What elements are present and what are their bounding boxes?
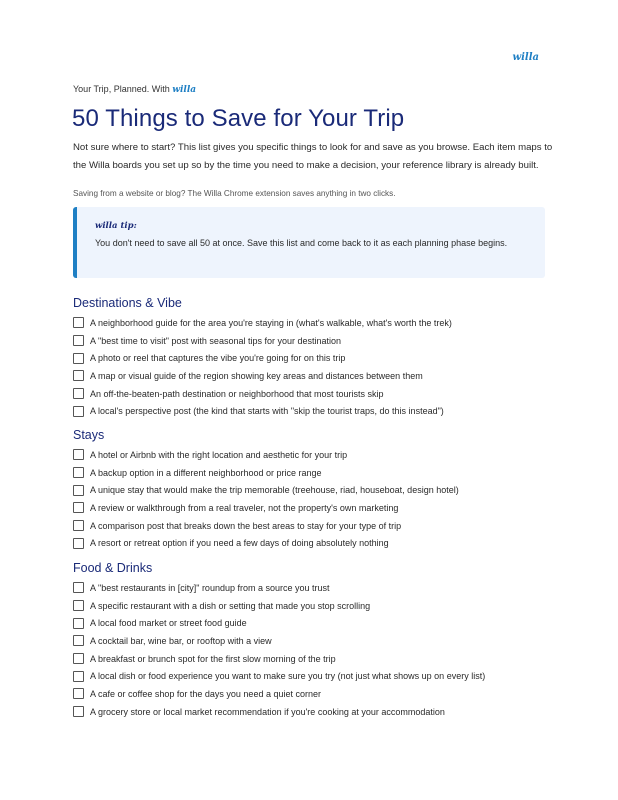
tip-text: You don't need to save all 50 at once. Save this list and come back to it as each planning phase begins. — [95, 238, 508, 248]
checklist-item[interactable] — [73, 597, 553, 615]
item-label: A "best restaurants in [city]" roundup from a source you trust — [90, 582, 330, 593]
tagline-brand: willa — [172, 85, 197, 95]
checkbox[interactable] — [73, 635, 84, 646]
checklist-item[interactable] — [73, 385, 553, 403]
item-label: A specific restaurant with a dish or setting that made you stop scrolling — [90, 600, 371, 611]
checklist-item[interactable] — [73, 517, 553, 535]
checkbox[interactable] — [73, 485, 84, 496]
section-destinations-vibe — [73, 295, 553, 420]
item-label: A map or visual guide of the region showing key areas and distances between them — [90, 370, 423, 381]
checklist-item[interactable] — [73, 632, 553, 650]
section-heading: Destinations & Vibe — [73, 296, 182, 310]
checkbox[interactable] — [73, 618, 84, 629]
checklist-item[interactable] — [73, 685, 553, 703]
checkbox[interactable] — [73, 370, 84, 381]
checklist-item[interactable] — [73, 534, 553, 552]
checkbox[interactable] — [73, 467, 84, 478]
checklist-item[interactable] — [73, 349, 553, 367]
section-food-drinks — [73, 560, 553, 721]
checklist-item[interactable] — [73, 446, 553, 464]
item-label: A cocktail bar, wine bar, or rooftop with a view — [90, 635, 272, 646]
item-label: A backup option in a different neighborhood or price range — [90, 467, 322, 478]
item-label: A local dish or food experience you want to make sure you try (not just what shows up on every list) — [90, 671, 486, 682]
item-label: A local food market or street food guide — [90, 618, 247, 629]
item-label: An off-the-beaten-path destination or neighborhood that most tourists skip — [90, 388, 384, 399]
brand-logo: willa — [512, 52, 539, 63]
checkbox[interactable] — [73, 388, 84, 399]
section-heading: Stays — [73, 428, 105, 442]
checklist-item[interactable] — [73, 614, 553, 632]
tagline — [73, 84, 196, 95]
checkbox[interactable] — [73, 317, 84, 328]
checklist-item[interactable] — [73, 332, 553, 350]
checklist-item[interactable] — [73, 402, 553, 420]
page-title: 50 Things to Save for Your Trip — [72, 105, 405, 132]
section-heading: Food & Drinks — [73, 561, 153, 575]
section-stays — [73, 427, 553, 552]
checklist-item[interactable] — [73, 579, 553, 597]
intro-paragraph: Not sure where to start? This list gives you specific things to look for and save as you browse. Each item maps to the Willa boards you set up so by the time you need to make a decision, your reference library is already built. — [73, 142, 553, 171]
checklist-item[interactable] — [73, 499, 553, 517]
checkbox[interactable] — [73, 653, 84, 664]
item-label: A local's perspective post (the kind that starts with "skip the tourist traps, do this instead") — [90, 406, 444, 417]
tip-label: willa tip: — [95, 221, 137, 231]
item-label: A "best time to visit" post with seasonal tips for your destination — [90, 335, 342, 346]
item-label: A review or walkthrough from a real traveler, not the property's own marketing — [90, 502, 399, 513]
checklist-item[interactable] — [73, 650, 553, 668]
checkbox[interactable] — [73, 449, 84, 460]
checklist-item[interactable] — [73, 314, 553, 332]
item-label: A neighborhood guide for the area you're staying in (what's walkable, what's worth the trek) — [90, 317, 452, 328]
checkbox[interactable] — [73, 353, 84, 364]
checklist-item[interactable] — [73, 667, 553, 685]
checkbox[interactable] — [73, 335, 84, 346]
checkbox[interactable] — [73, 582, 84, 593]
checkbox[interactable] — [73, 688, 84, 699]
checklist-item[interactable] — [73, 367, 553, 385]
item-label: A resort or retreat option if you need a few days of doing absolutely nothing — [90, 538, 389, 549]
item-label: A cafe or coffee shop for the days you need a quiet corner — [90, 688, 321, 699]
intro-subtext: Saving from a website or blog? The Willa Chrome extension saves anything in two clicks. — [73, 189, 396, 198]
checklist-item[interactable] — [73, 481, 553, 499]
tagline-prefix: Your Trip, Planned. With — [73, 84, 170, 94]
checklist-item[interactable] — [73, 464, 553, 482]
item-label: A breakfast or brunch spot for the first slow morning of the trip — [90, 653, 336, 664]
checkbox[interactable] — [73, 538, 84, 549]
item-label: A hotel or Airbnb with the right location and aesthetic for your trip — [90, 449, 348, 460]
item-label: A photo or reel that captures the vibe you're going for on this trip — [90, 353, 346, 364]
checkbox[interactable] — [73, 502, 84, 513]
checkbox[interactable] — [73, 706, 84, 717]
item-label: A grocery store or local market recommendation if you're cooking at your accommodation — [90, 706, 445, 717]
item-label: A unique stay that would make the trip memorable (treehouse, riad, houseboat, design hotel) — [90, 485, 459, 496]
checkbox[interactable] — [73, 671, 84, 682]
tip-callout — [73, 207, 545, 278]
checkbox[interactable] — [73, 600, 84, 611]
checkbox[interactable] — [73, 520, 84, 531]
checklist-item[interactable] — [73, 703, 553, 721]
item-label: A comparison post that breaks down the best areas to stay for your type of trip — [90, 520, 402, 531]
checkbox[interactable] — [73, 406, 84, 417]
